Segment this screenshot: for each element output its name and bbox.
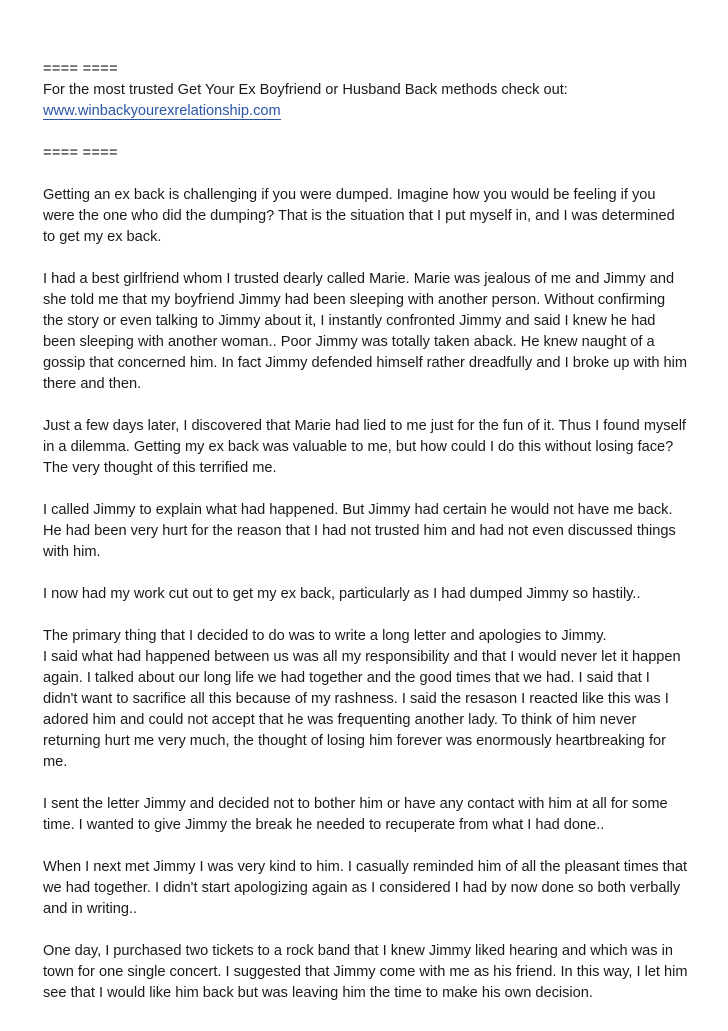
separator-top: ==== ==== [43, 61, 118, 77]
intro-text: For the most trusted Get Your Ex Boyfriend or Husband Back methods check out: [43, 82, 568, 98]
intro-line [43, 80, 688, 122]
website-link[interactable]: www.winbackyourexrelationship.com [43, 103, 281, 119]
paragraph-9: When I next met Jimmy I was very kind to him. I casually reminded him of all the pleasant times that we had together. I didn't start apologizing again as I considered I had by now done so both verbally and in writing.. [43, 859, 687, 917]
paragraph-6: The primary thing that I decided to do was to write a long letter and apologies to Jimmy. [43, 628, 607, 644]
separator-bottom: ==== ==== [43, 145, 118, 161]
paragraph-5: I now had my work cut out to get my ex back, particularly as I had dumped Jimmy so hastily.. [43, 586, 641, 602]
paragraph-3: Just a few days later, I discovered that Marie had lied to me just for the fun of it. Thus I found myself in a dilemma. Getting my ex back was valuable to me, but how could I do this without losing face? The very thought of this terrified me. [43, 418, 686, 476]
paragraph-1: Getting an ex back is challenging if you were dumped. Imagine how you would be feeling if you were the one who did the dumping? That is the situation that I put myself in, and I was determined to get my ex back. [43, 187, 675, 245]
paragraph-10: One day, I purchased two tickets to a rock band that I knew Jimmy liked hearing and which was in town for one single concert. I suggested that Jimmy come with me as his friend. In this way, I let him see that I would like him back but was leaving him the time to make his own decision. [43, 943, 688, 1001]
document-page [43, 59, 688, 1004]
paragraph-4: I called Jimmy to explain what had happened. But Jimmy had certain he would not have me back. He had been very hurt for the reason that I had not trusted him and had not even discussed things with him. [43, 502, 676, 560]
paragraph-8: I sent the letter Jimmy and decided not to bother him or have any contact with him at all for some time. I wanted to give Jimmy the break he needed to recuperate from what I had done.. [43, 796, 668, 833]
paragraph-2: I had a best girlfriend whom I trusted dearly called Marie. Marie was jealous of me and Jimmy and she told me that my boyfriend Jimmy had been sleeping with another person. Without confirming the story or even talking to Jimmy about it, I instantly confronted Jimmy and said I knew he had been sleeping with another woman.. Poor Jimmy was totally taken aback. He knew naught of a gossip that concerned him. In fact Jimmy defended himself rather dreadfully and I broke up with him there and then. [43, 271, 688, 392]
paragraph-7: I said what had happened between us was all my responsibility and that I would never let it happen again. I talked about our long life we had together and the good times that we had. I said that I didn't want to sacrifice all this because of my rashness. I said the resason I reacted like this was I adored him and could not accept that he was frequenting another lady. To think of him never returning hurt me very much, the thought of losing him forever was enormously heartbreaking for me. [43, 649, 681, 770]
